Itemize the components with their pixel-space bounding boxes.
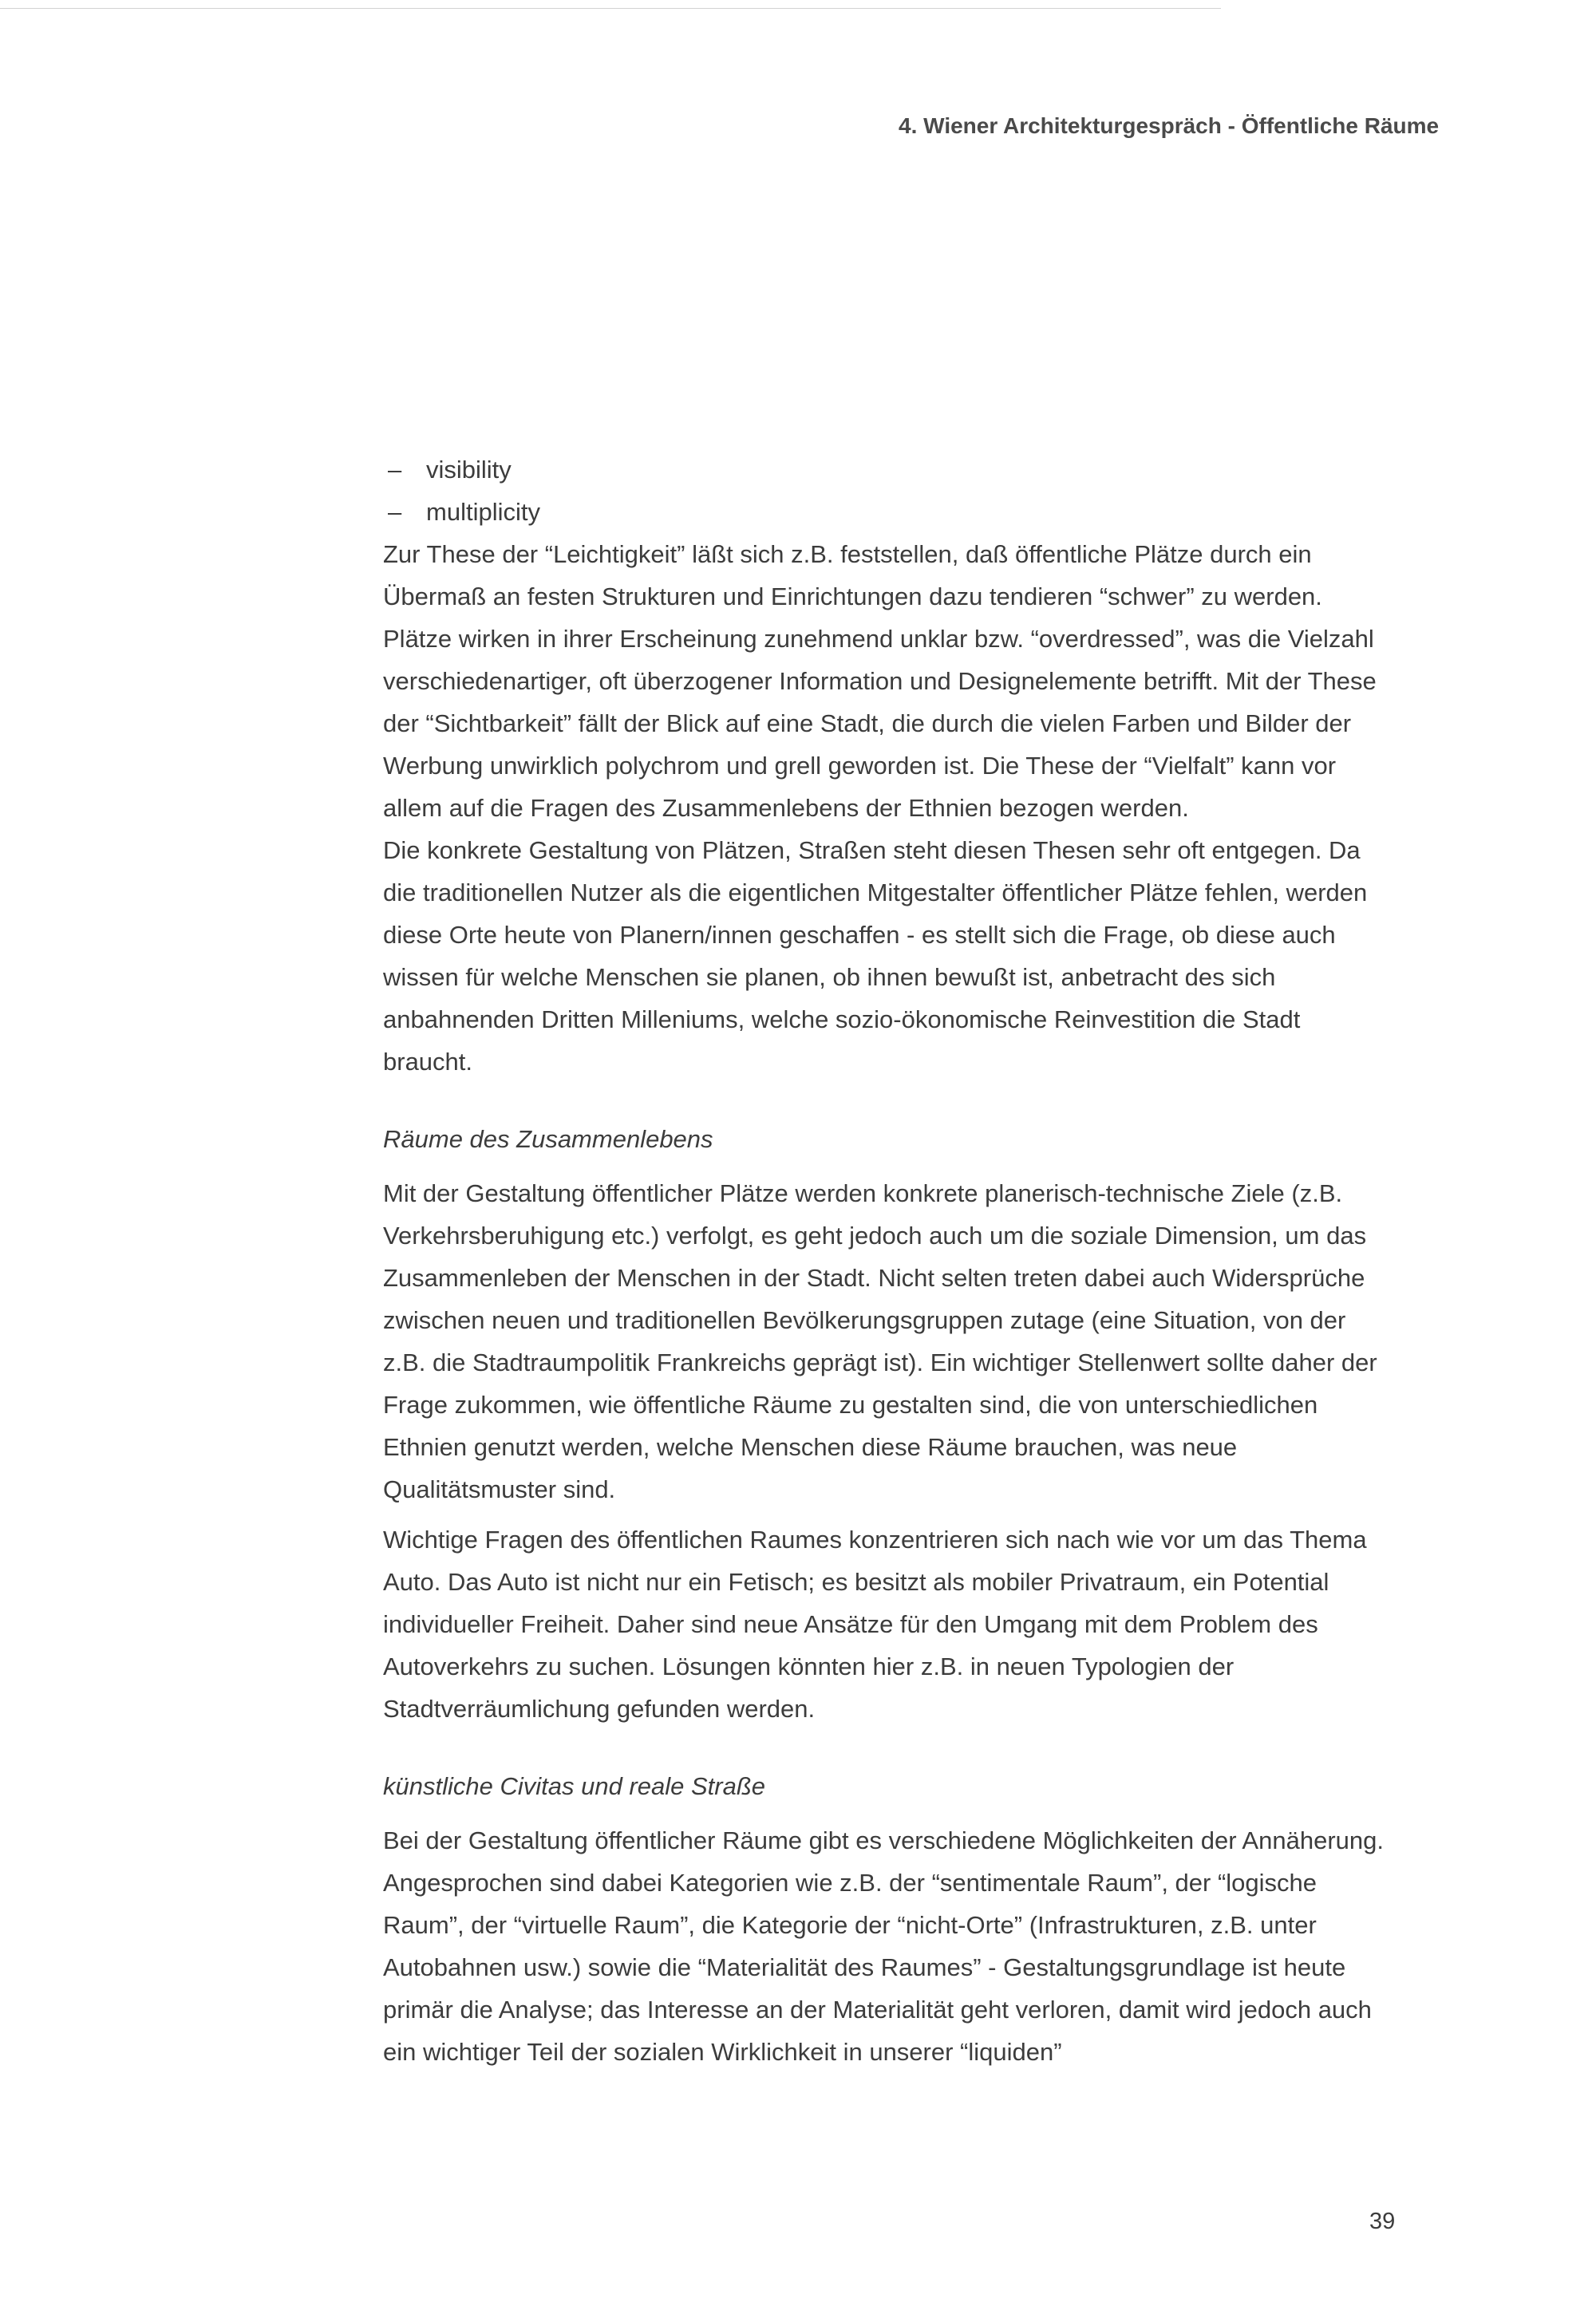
- section-heading: künstliche Civitas und reale Straße: [383, 1772, 766, 1800]
- bullet-list: [383, 448, 1390, 533]
- paragraph: Wichtige Fragen des öffentlichen Raumes konzentrieren sich nach wie vor um das Thema Auto. Das Auto ist nicht nur ein Fetisch; es besitzt als mobiler Privatraum, ein Potential individueller Freiheit. Daher sind neue Ansätze für den Umgang mit dem Problem des Autoverkehrs zu suchen. Lösungen könnten hier z.B. in neuen Typologien der Stadtverräumlichung gefunden werden.: [383, 1526, 1367, 1723]
- paragraph: Mit der Gestaltung öffentlicher Plätze werden konkrete planerisch-technische Ziele (z.B. Verkehrsberuhigung etc.) verfolgt, es geht jedoch auch um die soziale Dimension, um das Zusammenleben der Menschen in der Stadt. Nicht selten treten dabei auch Widersprüche zwischen neuen und traditionellen Bevölkerungsgruppen zutage (eine Situation, von der z.B. die Stadtraumpolitik Frankreichs geprägt ist). Ein wichtiger Stellenwert sollte daher der Frage zukommen, wie öffentliche Räume zu gestalten sind, die von unterschiedlichen Ethnien genutzt werden, welche Menschen diese Räume brauchen, was neue Qualitätsmuster sind.: [383, 1179, 1377, 1503]
- paragraph: Zur These der “Leichtigkeit” läßt sich z.B. feststellen, daß öffentliche Plätze durch ein Übermaß an festen Strukturen und Einrichtungen dazu tendieren “schwer” zu werden. Plätze wirken in ihrer Erscheinung zunehmend unklar bzw. “overdressed”, was die Vielzahl verschiedenartiger, oft überzogener Information und Designelemente betrifft. Mit der These der “Sichtbarkeit” fällt der Blick auf eine Stadt, die durch die vielen Farben und Bilder der Werbung unwirklich polychrom und grell geworden ist. Die These der “Vielfalt” kann vor allem auf die Fragen des Zusammenlebens der Ethnien bezogen werden.: [383, 540, 1377, 822]
- bullet-item: – multiplicity: [383, 491, 1390, 533]
- paragraph: Bei der Gestaltung öffentlicher Räume gibt es verschiedene Möglichkeiten der Annäherung. Angesprochen sind dabei Kategorien wie z.B. der “sentimentale Raum”, der “logische Raum”, der “virtuelle Raum”, die Kategorie der “nicht-Orte” (Infrastrukturen, z.B. unter Autobahnen usw.) sowie die “Materialität des Raumes” - Gestaltungsgrundlage ist heute primär die Analyse; das Interesse an der Materialität geht verloren, damit wird jedoch auch ein wichtiger Teil der sozialen Wirklichkeit in unserer “liquiden”: [383, 1826, 1384, 2066]
- body-text: [383, 448, 1390, 2073]
- section-heading: Räume des Zusammenlebens: [383, 1125, 713, 1153]
- paragraph: Die konkrete Gestaltung von Plätzen, Straßen steht diesen Thesen sehr oft entgegen. Da die traditionellen Nutzer als die eigentlichen Mitgestalter öffentlicher Plätze fehlen, werden diese Orte heute von Planern/innen geschaffen - es stellt sich die Frage, ob diese auch wissen für welche Menschen sie planen, ob ihnen bewußt ist, anbetracht des sich anbahnenden Dritten Milleniums, welche sozio-ökonomische Reinvestition die Stadt braucht.: [383, 836, 1368, 1076]
- page-number: 39: [1369, 2209, 1396, 2234]
- scan-edge-line: [0, 8, 1221, 9]
- running-header: 4. Wiener Architekturgespräch - Öffentliche Räume: [899, 113, 1440, 138]
- bullet-item: – visibility: [383, 448, 1390, 491]
